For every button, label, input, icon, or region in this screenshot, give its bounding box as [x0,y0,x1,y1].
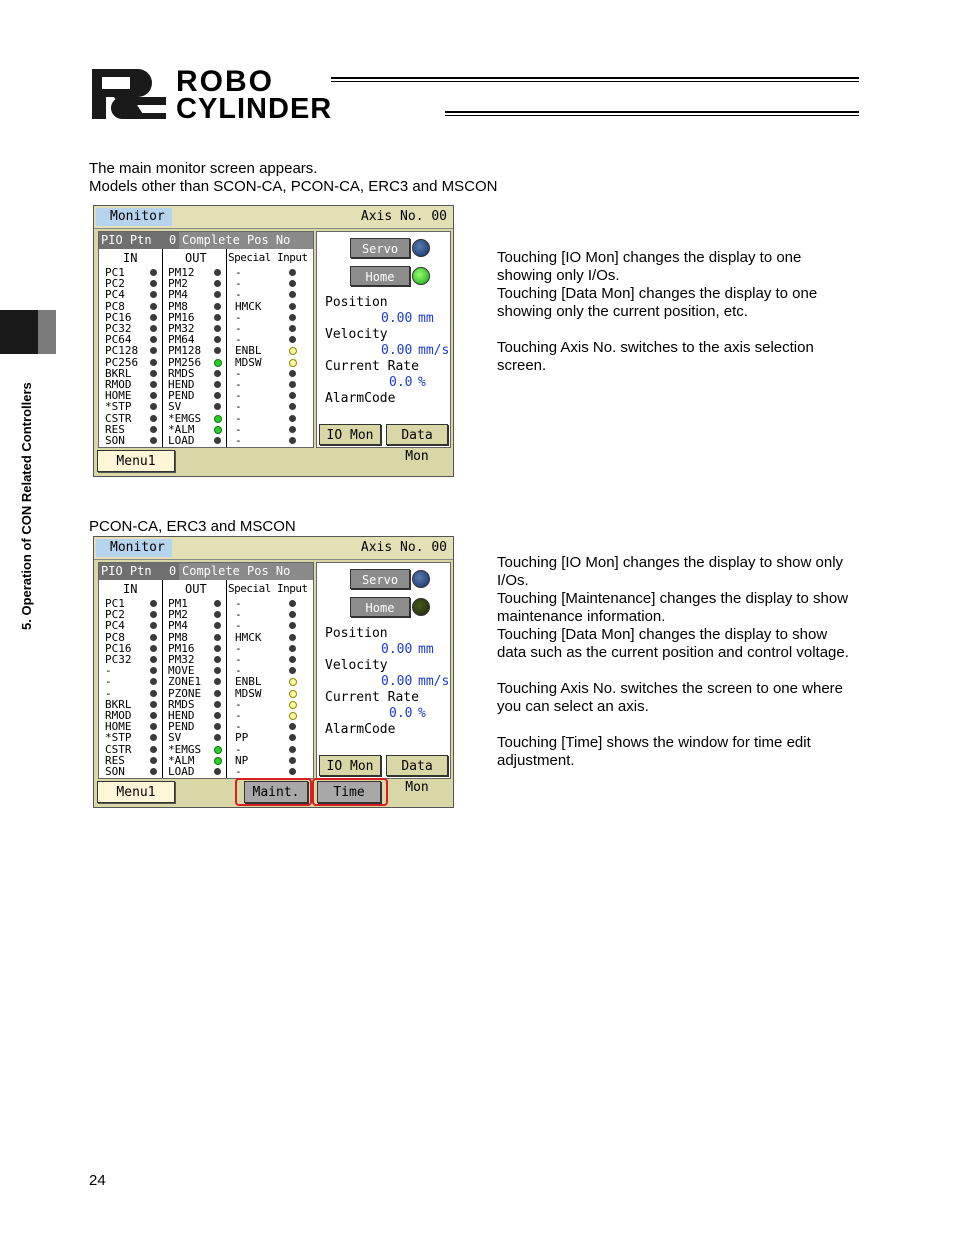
home-button[interactable]: Home [350,266,410,286]
out-signal: PM32 [168,322,195,335]
special-signal: HMCK [235,299,262,313]
out-signal: ZONE1 [168,675,202,689]
special-indicator-icon [289,701,297,709]
out-indicator-icon [214,678,221,685]
in-indicator-icon [150,426,157,433]
out-signal: MOVE [168,664,195,678]
in-indicator-icon [150,746,157,753]
current-rate-unit: % [418,706,426,721]
monitor-screen-2 [93,536,454,808]
special-indicator-icon [289,712,297,720]
out-indicator-icon [214,303,221,310]
out-indicator-icon [214,645,221,652]
out-indicator-icon [214,291,221,298]
out-signal: RMDS [168,366,195,380]
special-indicator-icon [289,280,296,287]
special-signal: - [235,619,242,633]
description-line: Touching Axis No. switches to the axis selection [497,339,814,356]
out-signal: RMDS [168,697,195,711]
out-indicator-icon [214,359,222,367]
section2-label: PCON-CA, ERC3 and MSCON [89,518,296,535]
special-signal: - [235,765,242,778]
out-indicator-icon [214,437,221,444]
in-indicator-icon [150,359,157,366]
logo-rule-bottom2 [445,115,859,116]
home-lamp-icon [412,267,430,285]
in-indicator-icon [150,757,157,764]
special-indicator-icon [289,768,296,775]
position-value: 0.00 [381,311,413,326]
description-line: adjustment. [497,752,575,769]
current-rate-label: Current Rate [325,359,419,374]
out-indicator-icon [214,690,221,697]
special-indicator-icon [289,347,297,355]
special-signal: - [235,720,242,734]
out-indicator-icon [214,347,221,354]
special-indicator-icon [289,645,296,652]
intro-line-2: Models other than SCON-CA, PCON-CA, ERC3 and MSCON [89,178,498,195]
special-indicator-icon [289,634,296,641]
special-signal: - [235,389,242,403]
out-indicator-icon [214,600,221,607]
axis-number-button[interactable]: Axis No. 00 [360,209,447,224]
in-signal: HOME [105,389,132,403]
home-lamp-icon [412,598,430,616]
time-button[interactable]: Time [317,781,381,803]
servo-button[interactable]: Servo [350,569,410,589]
special-indicator-icon [289,381,296,388]
out-indicator-icon [214,370,221,377]
special-indicator-icon [289,325,296,332]
in-signal: PC256 [105,355,139,369]
in-indicator-icon [150,403,157,410]
out-signal: LOAD [168,434,195,447]
chapter-tab-accent [38,310,56,354]
pio-value: 0 [169,233,177,247]
out-indicator-icon [214,426,222,434]
out-indicator-icon [214,280,221,287]
in-indicator-icon [150,392,157,399]
pio-pattern-row [99,232,313,249]
in-signal: RES [105,753,125,767]
position-label: Position [325,626,388,641]
special-indicator-icon [289,678,297,686]
description-line: Touching [Maintenance] changes the display to show [497,590,849,607]
in-indicator-icon [150,600,157,607]
out-indicator-icon [214,336,221,343]
in-indicator-icon [150,611,157,618]
special-signal: NP [235,753,249,767]
out-signal: HEND [168,709,195,722]
in-indicator-icon [150,667,157,674]
col-divider-1 [162,580,163,778]
in-indicator-icon [150,415,157,422]
col-out-header: OUT [185,251,207,265]
menu1-button[interactable]: Menu1 [97,450,175,472]
in-indicator-icon [150,280,157,287]
screen-title: Monitor [96,539,172,557]
in-signal: PC64 [105,333,132,347]
description-line: data such as the current position and control voltage. [497,644,849,661]
screen-header [94,537,453,560]
in-indicator-icon [150,678,157,685]
special-signal: PP [235,731,249,745]
out-signal: PM4 [168,619,188,633]
special-signal: - [235,641,242,655]
col-out-header: OUT [185,582,207,596]
special-indicator-icon [289,746,296,753]
special-signal: - [235,709,242,722]
description-line: Touching [Time] shows the window for time edit [497,734,811,751]
in-indicator-icon [150,690,157,697]
in-signal: *STP [105,400,132,414]
special-signal: MDSW [235,355,262,369]
special-indicator-icon [289,656,296,663]
velocity-unit: mm/s [418,674,450,689]
pio-value: 0 [169,564,177,578]
description-line: screen. [497,357,547,374]
out-indicator-icon [214,392,221,399]
special-signal: - [235,322,242,335]
col-in-header: IN [123,251,138,265]
special-signal: - [235,664,242,678]
servo-button[interactable]: Servo [350,238,410,258]
special-indicator-icon [289,734,296,741]
out-signal: PM8 [168,299,188,313]
rc-logo-mark [88,67,172,121]
page-number: 24 [89,1172,106,1189]
description-line: I/Os. [497,572,529,589]
in-indicator-icon [150,381,157,388]
out-signal: *EMGS [168,411,202,425]
description-line: showing only I/Os. [497,267,620,284]
out-indicator-icon [214,746,222,754]
special-indicator-icon [289,757,296,764]
out-signal: PM2 [168,608,188,622]
in-indicator-icon [150,437,157,444]
special-signal: ENBL [235,675,262,689]
in-indicator-icon [150,723,157,730]
special-signal: - [235,608,242,622]
special-signal: - [235,277,242,291]
out-signal: PM2 [168,277,188,291]
logo-rule-top [331,77,859,79]
alarm-code-label: AlarmCode [325,722,396,737]
special-indicator-icon [289,622,296,629]
description-line: Touching Axis No. switches the screen to one where [497,680,844,697]
out-indicator-icon [214,723,221,730]
maint-button[interactable]: Maint. [244,781,308,803]
special-indicator-icon [289,359,297,367]
out-indicator-icon [214,656,221,663]
out-signal: SV [168,400,182,414]
in-signal: PC8 [105,299,125,313]
in-signal: RMOD [105,378,132,391]
out-indicator-icon [214,634,221,641]
special-indicator-icon [289,600,296,607]
alarm-code-label: AlarmCode [325,391,396,406]
out-signal: PEND [168,389,195,403]
current-rate-unit: % [418,375,426,390]
position-label: Position [325,295,388,310]
out-signal: PM128 [168,344,202,358]
position-value: 0.00 [381,642,413,657]
in-indicator-icon [150,634,157,641]
in-signal: PC16 [105,641,132,655]
screen-header [94,206,453,229]
logo-robo: ROBO [176,65,274,98]
out-signal: *ALM [168,422,195,436]
out-indicator-icon [214,314,221,321]
chapter-tab [0,310,38,354]
description-2 [497,554,849,770]
logo-rule-top2 [331,81,859,82]
col-divider-2 [226,249,227,447]
special-signal: - [235,742,242,756]
special-signal: ENBL [235,344,262,358]
in-indicator-icon [150,768,157,775]
out-indicator-icon [214,381,221,388]
out-signal: PM64 [168,333,195,347]
in-signal: PC128 [105,344,139,358]
col-special-header: Special Input [228,582,308,595]
velocity-value: 0.00 [381,343,413,358]
in-indicator-icon [150,347,157,354]
in-indicator-icon [150,701,157,708]
out-signal: PM1 [168,597,188,610]
special-indicator-icon [289,303,296,310]
in-signal: CSTR [105,411,132,425]
description-1 [497,249,817,375]
in-indicator-icon [150,370,157,377]
special-signal: - [235,310,242,324]
velocity-label: Velocity [325,658,388,673]
in-signal: PC8 [105,630,125,644]
out-indicator-icon [214,701,221,708]
in-signal: PC1 [105,266,125,279]
out-indicator-icon [214,712,221,719]
col-divider-1 [162,249,163,447]
special-signal: MDSW [235,686,262,700]
special-indicator-icon [289,269,296,276]
description-line: maintenance information. [497,608,666,625]
col-special-header: Special Input [228,251,308,264]
special-indicator-icon [289,314,296,321]
in-indicator-icon [150,734,157,741]
in-signal: PC32 [105,653,132,666]
out-signal: PM32 [168,653,195,666]
out-indicator-icon [214,768,221,775]
velocity-label: Velocity [325,327,388,342]
io-panel [98,562,314,779]
in-signal: PC4 [105,619,125,633]
description-line: you can select an axis. [497,698,649,715]
special-signal: - [235,378,242,391]
io-mon-button[interactable]: IO Mon [319,424,381,445]
special-indicator-icon [289,611,296,618]
in-indicator-icon [150,314,157,321]
chapter-label: 5. Operation of CON Related Controllers [19,382,34,630]
in-signal: SON [105,434,125,447]
in-indicator-icon [150,303,157,310]
special-indicator-icon [289,690,297,698]
special-signal: - [235,597,242,610]
out-indicator-icon [214,734,221,741]
in-signal: PC4 [105,288,125,302]
in-indicator-icon [150,622,157,629]
home-button[interactable]: Home [350,597,410,617]
col-divider-2 [226,580,227,778]
velocity-value: 0.00 [381,674,413,689]
special-indicator-icon [289,392,296,399]
in-signal: PC2 [105,277,125,291]
out-signal: PM8 [168,630,188,644]
out-signal: PEND [168,720,195,734]
description-line: Touching [IO Mon] changes the display to show only [497,554,844,571]
out-signal: PM16 [168,310,195,324]
description-line [497,321,817,339]
data-mon-button[interactable]: Data Mon [386,755,448,776]
special-indicator-icon [289,723,296,730]
in-signal: - [105,675,112,689]
special-signal: - [235,653,242,666]
out-signal: PZONE [168,686,202,700]
out-signal: PM256 [168,355,202,369]
out-indicator-icon [214,403,221,410]
in-indicator-icon [150,712,157,719]
description-line [497,662,849,680]
out-signal: HEND [168,378,195,391]
special-indicator-icon [289,403,296,410]
special-indicator-icon [289,415,296,422]
description-line: Touching [IO Mon] changes the display to one [497,249,802,266]
out-signal: PM12 [168,266,195,279]
out-indicator-icon [214,757,222,765]
in-signal: HOME [105,720,132,734]
in-signal: PC16 [105,310,132,324]
in-signal: PC1 [105,597,125,610]
in-signal: *STP [105,731,132,745]
logo-cylinder: CYLINDER [176,93,333,125]
menu1-button[interactable]: Menu1 [97,781,175,803]
out-signal: *ALM [168,753,195,767]
in-signal: SON [105,765,125,778]
servo-lamp-icon [412,570,430,588]
in-indicator-icon [150,645,157,652]
monitor-screen-1 [93,205,454,477]
special-indicator-icon [289,426,296,433]
in-signal: BKRL [105,366,132,380]
intro-line-1: The main monitor screen appears. [89,160,318,177]
position-unit: mm [418,642,434,657]
pio-label: PIO Ptn [101,233,152,247]
description-line: Touching [Data Mon] changes the display to one [497,285,818,302]
current-rate-value: 0.0 [389,375,413,390]
special-indicator-icon [289,291,296,298]
out-signal: PM16 [168,641,195,655]
in-signal: RMOD [105,709,132,722]
axis-number-button[interactable]: Axis No. 00 [360,540,447,555]
special-signal: - [235,333,242,347]
special-signal: - [235,400,242,414]
in-indicator-icon [150,325,157,332]
complete-pos-label: Complete Pos No [179,232,313,249]
velocity-unit: mm/s [418,343,450,358]
special-signal: - [235,697,242,711]
current-rate-label: Current Rate [325,690,419,705]
data-mon-button[interactable]: Data Mon [386,424,448,445]
in-signal: BKRL [105,697,132,711]
special-indicator-icon [289,370,296,377]
logo-rule-bottom [445,111,859,113]
complete-pos-label: Complete Pos No [179,563,313,580]
servo-lamp-icon [412,239,430,257]
col-in-header: IN [123,582,138,596]
io-panel [98,231,314,448]
position-unit: mm [418,311,434,326]
in-indicator-icon [150,269,157,276]
in-signal: RES [105,422,125,436]
current-rate-value: 0.0 [389,706,413,721]
special-signal: - [235,422,242,436]
out-signal: PM4 [168,288,188,302]
intro-text [89,160,497,196]
out-signal: SV [168,731,182,745]
out-indicator-icon [214,622,221,629]
special-signal: - [235,266,242,279]
description-line: showing only the current position, etc. [497,303,748,320]
special-indicator-icon [289,437,296,444]
description-line: Touching [Data Mon] changes the display to show [497,626,828,643]
special-signal: - [235,411,242,425]
special-signal: - [235,366,242,380]
description-line [497,716,849,734]
in-signal: - [105,664,112,678]
in-signal: PC2 [105,608,125,622]
out-indicator-icon [214,415,222,423]
in-indicator-icon [150,656,157,663]
io-mon-button[interactable]: IO Mon [319,755,381,776]
in-signal: - [105,686,112,700]
special-signal: - [235,288,242,302]
out-signal: LOAD [168,765,195,778]
pio-pattern-row [99,563,313,580]
out-signal: *EMGS [168,742,202,756]
special-indicator-icon [289,667,296,674]
out-indicator-icon [214,667,221,674]
in-indicator-icon [150,336,157,343]
in-signal: PC32 [105,322,132,335]
in-indicator-icon [150,291,157,298]
special-signal: HMCK [235,630,262,644]
special-indicator-icon [289,336,296,343]
out-indicator-icon [214,269,221,276]
special-signal: - [235,434,242,447]
out-indicator-icon [214,325,221,332]
in-signal: CSTR [105,742,132,756]
pio-label: PIO Ptn [101,564,152,578]
out-indicator-icon [214,611,221,618]
status-panel [316,231,451,464]
screen-title: Monitor [96,208,172,226]
